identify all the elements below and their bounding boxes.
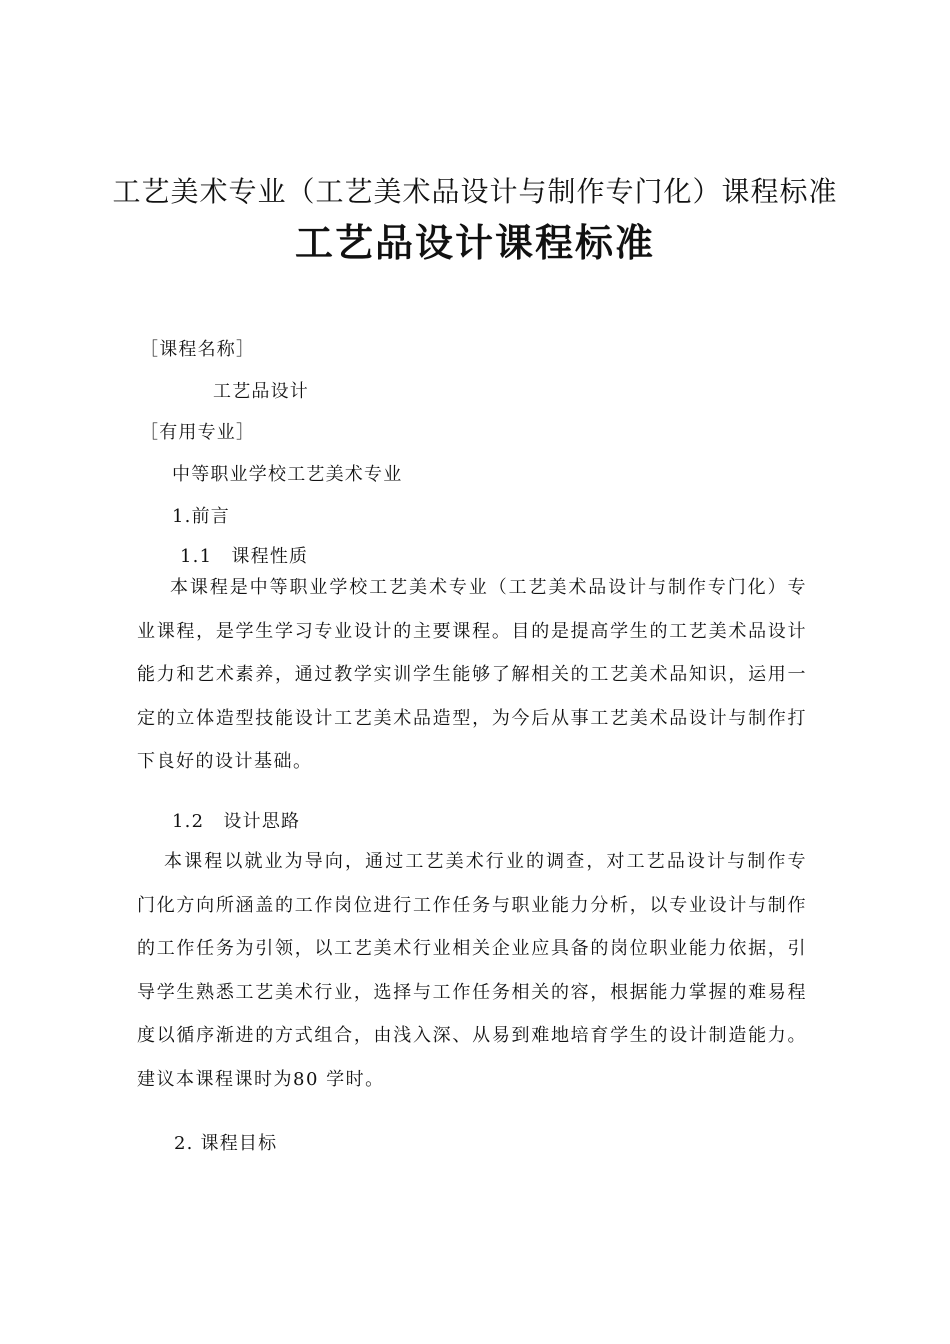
section-heading-course-nature: 1.1 课程性质 — [180, 546, 309, 567]
document-title: 工艺品设计课程标准 — [294, 221, 655, 265]
paragraph-course-nature: 本课程是中等职业学校工艺美术专业（工艺美术品设计与制作专门化）专业课程，是学生学习专业设计的主要课程。目的是提高学生的工艺美术品设计能力和艺术素养，通过教学实训学生能够了解相关的工艺美术品知识，运用一定的立体造型技能设计工艺美术品造型，为今后从事工艺美术品设计与制作打下良好的设计基础。 — [137, 577, 807, 772]
course-name-value: 工艺品设计 — [213, 381, 309, 402]
course-name-label: ［课程名称］ — [140, 339, 256, 360]
section-heading-preface: 1.前言 — [172, 506, 230, 527]
major-label: ［有用专业］ — [140, 422, 256, 443]
major-value: 中等职业学校工艺美术专业 — [172, 464, 403, 485]
section-heading-course-goals: 2. 课程目标 — [174, 1133, 278, 1154]
paragraph-design-approach: 本课程以就业为导向，通过工艺美术行业的调查，对工艺品设计与制作专门化方向所涵盖的工作岗位进行工作任务与职业能力分析，以专业设计与制作的工作任务为引领，以工艺美术行业相关企业应具备的岗位职业能力依据，引导学生熟悉工艺美术行业，选择与工作任务相关的容，根据能力掌握的难易程度以循序渐进的方式组合，由浅入深、从易到难地培育学生的设计制造能力。建议本课程课时为80 学时。 — [137, 851, 807, 1090]
section-heading-design-approach: 1.2 设计思路 — [172, 811, 301, 832]
document-subtitle: 工艺美术专业（工艺美术品设计与制作专门化）课程标准 — [112, 175, 838, 208]
